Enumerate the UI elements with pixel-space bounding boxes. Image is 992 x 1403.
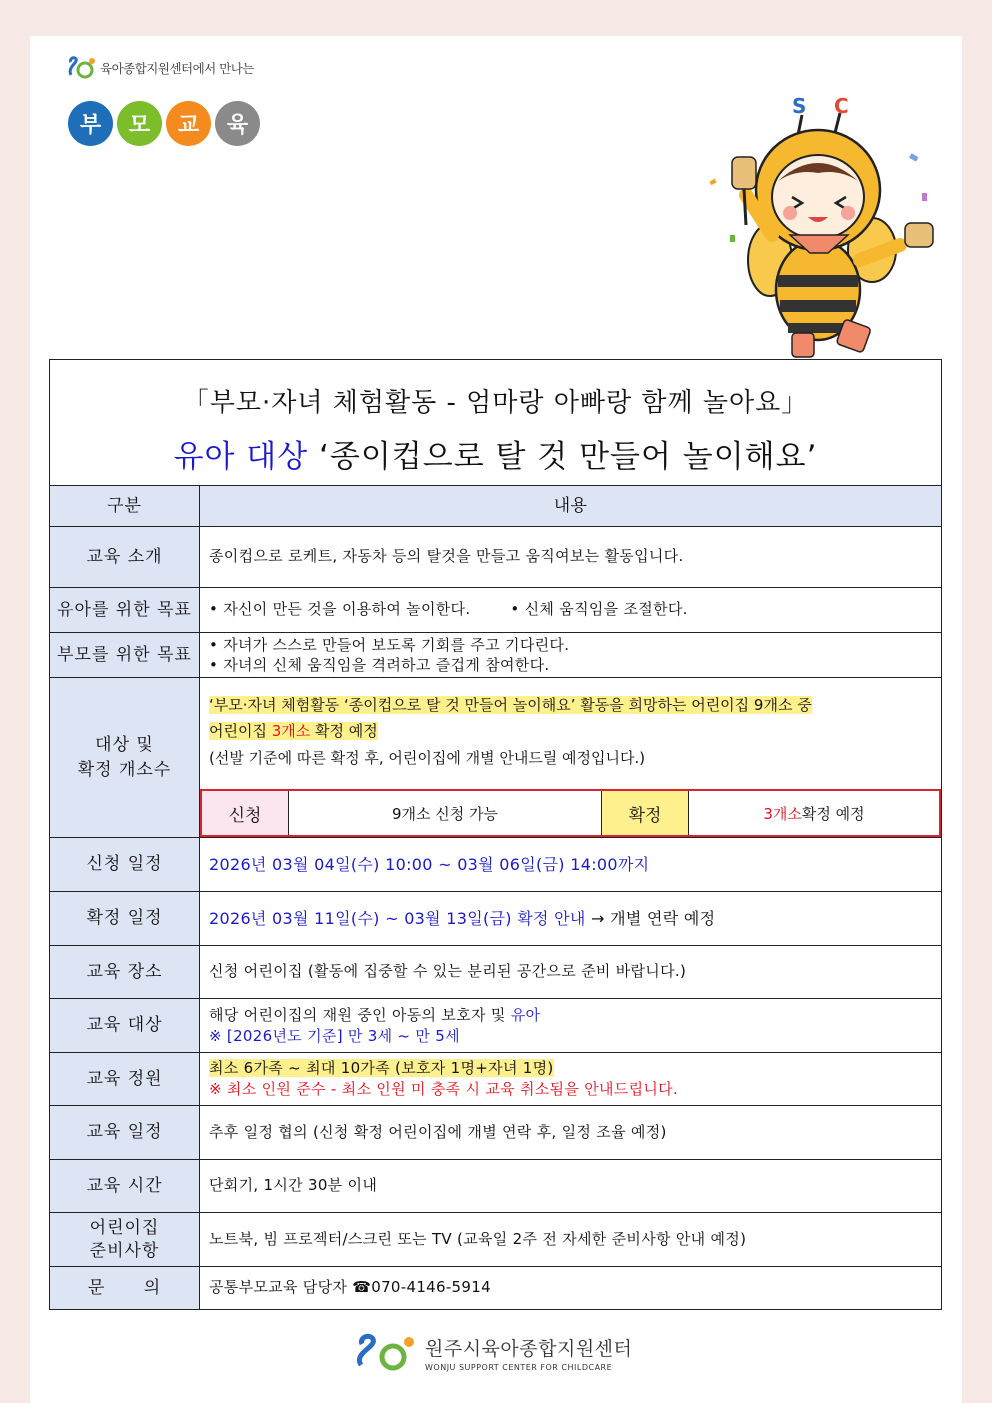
row-apply-date-value: 2026년 03월 04일(수) 10:00 ~ 03월 06일(금) 14:00까지 [209,854,650,874]
row-intro-value: 종이컵으로 로케트, 자동차 등의 탈것을 만들고 움직여보는 활동입니다. [209,547,684,566]
target-line-2c: 확정 예정 [310,722,378,741]
logo-circle-4: 육 [215,101,260,146]
child-goal-item: • 자신이 만든 것을 이용하여 놀이한다. [209,600,471,619]
title-line-1: 「부모·자녀 체험활동 - 엄마랑 아빠랑 함께 놀아요」 [182,388,809,418]
logo-circle-2: 모 [117,101,162,146]
row-prep [50,1213,941,1267]
row-child-goal-value [200,588,941,632]
target-count: 3개소 [271,722,311,741]
row-place-value: 신청 어린이집 (활동에 집중할 수 있는 분리된 공간으로 준비 바랍니다.) [209,962,687,981]
target-label-line1: 대상 및 [95,734,154,755]
header-label: 구분 [50,486,200,526]
row-intro [50,527,941,588]
confirm-date-rest: → 개별 연락 예정 [585,908,716,928]
target-line-1: ‘부모·자녀 체험활동 ‘종이컵으로 탈 것 만들어 놀이해요’ 활동을 희망하는 어린이집 9개소 중 [209,696,812,714]
title-box [50,360,941,486]
audience-line1a: 해당 어린이집의 재원 중인 [209,1005,392,1024]
row-child-goal-label: 유아를 위한 목표 [50,588,200,632]
confirm-label: 확정 [602,791,689,835]
footer-logo [355,1333,632,1373]
row-target-value [200,678,941,837]
row-place [50,946,941,999]
row-apply-date-label: 신청 일정 [50,838,200,891]
row-child-goal [50,588,941,633]
row-audience-value [200,999,941,1052]
title-target: 유아 대상 [173,439,309,475]
audience-line2: ※ [2026년도 기준] 만 3세 ~ 만 5세 [209,1026,460,1045]
parent-goal-item: • 자녀의 신체 움직임을 격려하고 즐겁게 참여한다. [209,656,550,674]
row-schedule-label: 교육 일정 [50,1106,200,1159]
row-time [50,1160,941,1213]
header-tagline: 육아종합지원센터에서 만나는 [100,61,254,76]
target-label-line2: 확정 개소수 [77,759,172,780]
row-prep-label [50,1213,200,1266]
row-parent-goal-value [200,633,941,677]
row-intro-label: 교육 소개 [50,527,200,587]
row-contact-value: 공통부모교육 담당자 ☎070-4146-5914 [209,1278,491,1297]
parent-goal-item: • 자녀가 스스로 만들어 보도록 기회를 주고 기다린다. [209,635,570,654]
row-audience-label: 교육 대상 [50,999,200,1052]
parent-education-logo [68,101,260,146]
row-contact-label: 문 의 [50,1267,200,1309]
audience-line1c: 유아 [510,1005,541,1024]
row-place-label: 교육 장소 [50,946,200,998]
row-audience [50,999,941,1053]
apply-value: 9개소 신청 가능 [289,791,602,835]
child-goal-item: • 신체 움직임을 조절한다. [510,600,688,619]
target-description [200,678,941,789]
sc-logo-icon [355,1333,419,1373]
footer-name-en: WONJU SUPPORT CENTER FOR CHILDCARE [425,1363,613,1372]
apply-confirm-box [200,789,941,837]
confirm-value [689,791,939,835]
title-line-2 [50,431,941,476]
info-table [49,359,942,1310]
sc-logo-icon [68,55,96,81]
row-schedule [50,1106,941,1160]
row-parent-goal [50,633,941,678]
row-contact [50,1267,941,1309]
prep-label-line2: 준비사항 [89,1240,160,1261]
target-line-3: (선발 기준에 따른 확정 후, 어린이집에 개별 안내드릴 예정입니다.) [209,748,646,767]
prep-label-line1: 어린이집 [89,1217,160,1238]
logo-circle-3: 교 [166,101,211,146]
audience-line1b: 아동의 보호자 및 [391,1005,511,1024]
apply-label: 신청 [202,791,289,835]
row-apply-date [50,838,941,892]
row-capacity-label: 교육 정원 [50,1053,200,1105]
title-activity: ‘종이컵으로 탈 것 만들어 놀이해요’ [308,439,818,475]
row-prep-value: 노트북, 빔 프로젝터/스크린 또는 TV (교육일 2주 전 자세한 준비사항 안내 예정) [209,1229,747,1248]
row-confirm-date-value [200,892,941,945]
row-capacity-value [200,1053,941,1105]
row-confirm-date-label: 확정 일정 [50,892,200,945]
row-parent-goal-label: 부모를 위한 목표 [50,633,200,677]
target-line-2a: 어린이집 [209,722,272,741]
row-confirm-date [50,892,941,946]
footer-name-ko: 원주시육아종합지원센터 [425,1338,633,1360]
center-logo-small [68,55,254,81]
row-target-label [50,678,200,837]
row-time-label: 교육 시간 [50,1160,200,1212]
header-value: 내용 [200,486,941,526]
bee-mascot-illustration [700,70,936,390]
logo-circle-1: 부 [68,101,113,146]
confirm-count: 3개소 [763,804,802,823]
mascot-letter-s: S [792,94,807,118]
row-target [50,678,941,838]
row-schedule-value: 추후 일정 협의 (신청 확정 어린이집에 개별 연락 후, 일정 조율 예정) [209,1122,667,1141]
capacity-line1: 최소 6가족 ~ 최대 10가족 (보호자 1명+자녀 1명) [209,1059,554,1077]
capacity-line2: ※ 최소 인원 준수 - 최소 인원 미 충족 시 교육 취소됨을 안내드립니다. [209,1080,679,1098]
row-time-value: 단회기, 1시간 30분 이내 [209,1176,378,1195]
confirm-rest: 확정 예정 [801,804,865,823]
mascot-letter-c: C [834,94,849,118]
table-header-row [50,486,941,527]
confirm-date-blue: 2026년 03월 11일(수) ~ 03월 13일(금) 확정 안내 [209,908,586,928]
row-capacity [50,1053,941,1106]
